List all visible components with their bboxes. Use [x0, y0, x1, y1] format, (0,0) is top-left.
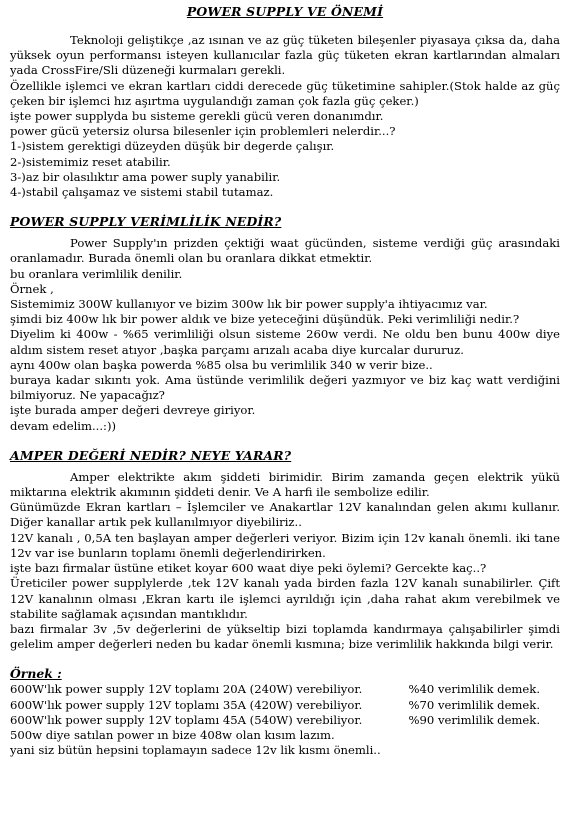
paragraph: Amper elektrikte akım şiddeti birimidir. Birim zamanda geçen elektrik yükü miktarına elektrik akımının şiddeti denir. Ve A harfi ile sembolize edilir.	[10, 469, 560, 500]
paragraph: Power Supply'ın prizden çektiği waat gücünden, sisteme verdiği güç arasındaki oranlamadır. Burada önemli olan bu oranlara dikkat etmektir.	[10, 236, 560, 266]
example-heading: Örnek :	[10, 666, 62, 682]
paragraph: Günümüzde Ekran kartları – İşlemciler ve Anakartlar 12V kanalından gelen akımı kullanır. Diğer kanallar artık pek kullanılmıyor diyebiliriz..	[10, 500, 560, 530]
section-heading-verimlilik: POWER SUPPLY VERİMLİLİK NEDİR?	[10, 214, 282, 230]
list-item: 2-)sistemimiz reset atabilir.	[10, 154, 171, 169]
document-page	[10, 4, 560, 758]
paragraph: aynı 400w olan başka powerda %85 olsa bu verimlilik 340 w verir bize..	[10, 357, 433, 372]
example-row	[10, 682, 540, 697]
example-row-efficiency: %70 verimlilik demek.	[408, 697, 540, 712]
paragraph: Üreticiler power supplylerde ,tek 12V kanalı yada birden fazla 12V kanalı sunabilirler. Çift 12V kanalının olması ,Ekran kartı ile işlemci ayrıldığı için ,daha rahat akım verebilmek ve stabilite sağlamak açısından mantıklıdır.	[10, 576, 560, 621]
list-item: 4-)stabil çalışamaz ve sistemi stabil tutamaz.	[10, 185, 274, 200]
section-heading-amper: AMPER DEĞERİ NEDİR? NEYE YARAR?	[10, 447, 292, 463]
paragraph: Örnek ,	[10, 281, 54, 296]
example-row	[10, 713, 540, 728]
paragraph: 500w diye satılan power ın bize 408w olan kısım lazım.	[10, 727, 335, 742]
example-row-efficiency: %40 verimlilik demek.	[408, 682, 540, 697]
example-row-text: 600W'lık power supply 12V toplamı 20A (240W) verebiliyor.	[10, 682, 363, 697]
paragraph: işte bazı firmalar üstüne etiket koyar 600 waat diye peki öylemi? Gercekte kaç..?	[10, 561, 487, 576]
paragraph: Teknoloji geliştikçe ,az ısınan ve az güç tüketen bileşenler piyasaya çıksa da, daha yüksek oyun performansı isteyen kullanıcılar fazla güç tüketen ekran kartlarından almaları yada CrossFire/Sli düzeneği kurmaları gerekli.	[10, 33, 560, 78]
list-item: 3-)az bir olasılıktır ama power suply yanabilir.	[10, 169, 281, 184]
paragraph: buraya kadar sıkıntı yok. Ama üstünde verimlilik değeri yazmıyor ve biz kaç watt verdiğini bilmiyoruz. Ne yapacağız?	[10, 373, 560, 403]
paragraph: 12V kanalı , 0,5A ten başlayan amper değerleri veriyor. Bizim için 12v kanalı önemli. iki tane 12v var ise bunların toplamı önemli değerlendirirken.	[10, 530, 560, 560]
paragraph: bazı firmalar 3v ,5v değerlerini de yükseltip bizi toplamda kandırmaya çalışabilirler şimdi gelelim amper değerleri neden bu kadar önemli kısmına; bize verimlilik hakkında bilgi verir.	[10, 621, 560, 652]
paragraph: devam edelim...:))	[10, 418, 116, 433]
paragraph: yani siz bütün hepsini toplamayın sadece 12v lik kısmı önemli..	[10, 743, 381, 758]
example-row-text: 600W'lık power supply 12V toplamı 45A (540W) verebiliyor.	[10, 712, 363, 727]
paragraph: power gücü yetersiz olursa bilesenler için problemleri nelerdir...?	[10, 124, 396, 139]
paragraph: şimdi biz 400w lık bir power aldık ve bize yeteceğini düşündük. Peki verimliliği nedir.?	[10, 312, 520, 327]
paragraph: bu oranlara verimlilik denilir.	[10, 266, 183, 281]
example-row	[10, 698, 540, 713]
document-title: POWER SUPPLY VE ÖNEMİ	[186, 4, 384, 19]
paragraph: Diyelim ki 400w - %65 verimliliği olsun sisteme 260w verdi. Ne oldu ben bunu 400w diye aldım sistem reset atıyor ,başka parçamı arızalı acaba diye kurcalar dururuz.	[10, 327, 560, 357]
paragraph: işte power supplyda bu sisteme gerekli gücü veren donanımdır.	[10, 109, 384, 124]
paragraph: Sistemimiz 300W kullanıyor ve bizim 300w lık bir power supply'a ihtiyacımız var.	[10, 297, 488, 312]
paragraph: işte burada amper değeri devreye giriyor.	[10, 403, 256, 418]
list-item: 1-)sistem gerektigi düzeyden düşük bir degerde çalışır.	[10, 139, 335, 154]
example-row-efficiency: %90 verimlilik demek.	[408, 712, 540, 727]
paragraph: Özellikle işlemci ve ekran kartları ciddi derecede güç tüketimine sahipler.(Stok halde az güç çeken bir işlemci hız aşırtma uygulandığı zaman çok fazla güç çeker.)	[10, 78, 560, 108]
example-row-text: 600W'lık power supply 12V toplamı 35A (420W) verebiliyor.	[10, 697, 363, 712]
